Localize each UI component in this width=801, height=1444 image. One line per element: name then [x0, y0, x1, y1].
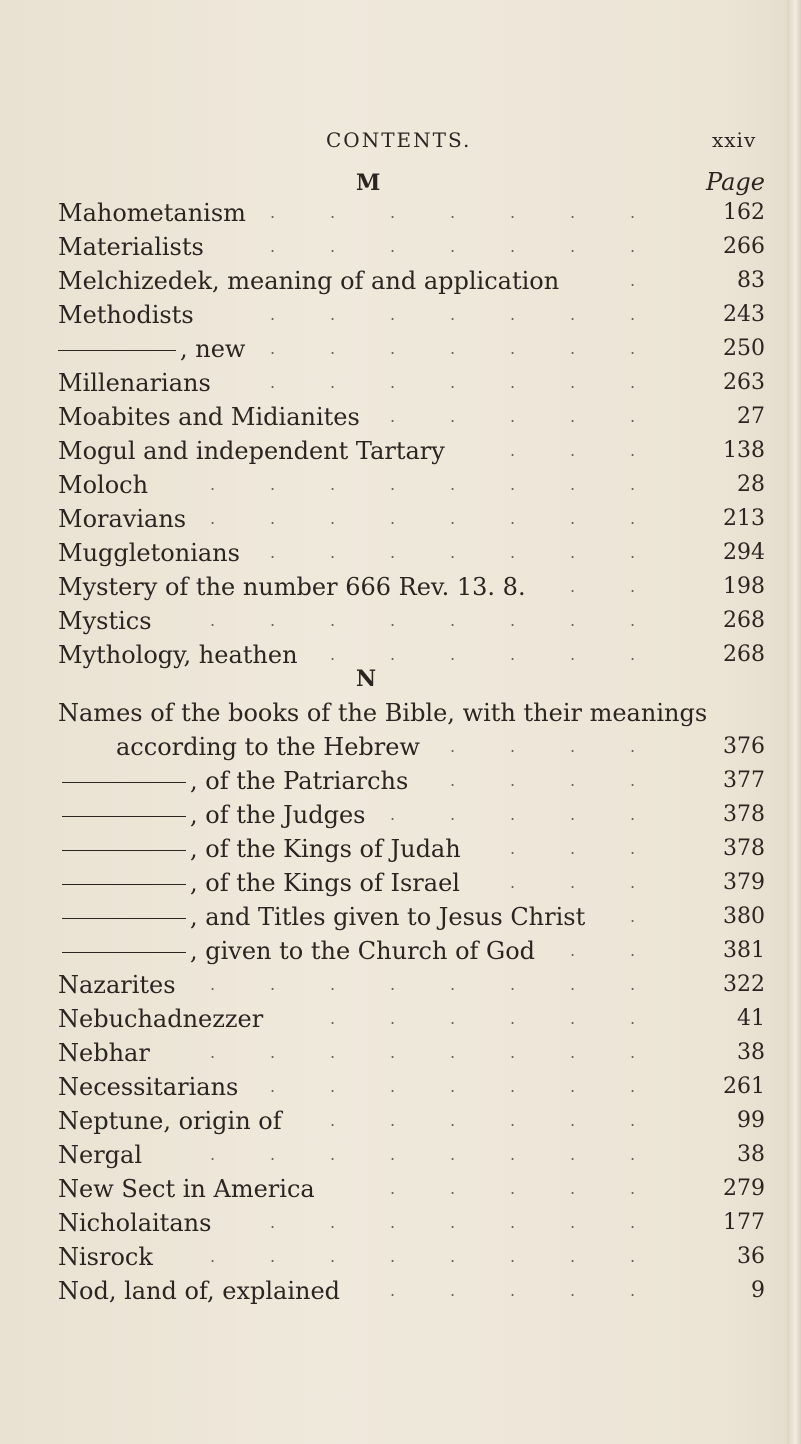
leader-dot: . [450, 737, 456, 756]
index-entry [0, 196, 801, 230]
entry-label: , of the Kings of Judah [190, 835, 461, 863]
index-entry [0, 934, 801, 968]
leader-dot: . [390, 1009, 396, 1028]
leader-dot: . [270, 543, 276, 562]
section-letter-m: M [356, 170, 381, 196]
index-entry [0, 968, 801, 1002]
leader-dot: . [270, 373, 276, 392]
leader-dot: . [510, 373, 516, 392]
entry-page-number: 213 [723, 506, 765, 531]
leader-dot: . [270, 475, 276, 494]
leader-dot: . [630, 907, 636, 926]
leader-dot: . [450, 509, 456, 528]
leader-dot: . [450, 1247, 456, 1266]
entry-page-number: 294 [723, 540, 765, 565]
leader-dot: . [630, 771, 636, 790]
entry-label: Nicholaitans [58, 1209, 212, 1237]
index-entry [0, 1240, 801, 1274]
ditto-rule [58, 350, 176, 351]
ditto-rule [62, 884, 186, 885]
leader-dot: . [450, 373, 456, 392]
leader-dot: . [270, 203, 276, 222]
leader-dot: . [510, 1145, 516, 1164]
leader-dot: . [510, 509, 516, 528]
leader-dot: . [510, 1247, 516, 1266]
leader-dot: . [270, 1145, 276, 1164]
leader-dot: . [270, 611, 276, 630]
entry-label: Nisrock [58, 1243, 153, 1271]
entry-label: Neptune, origin of [58, 1107, 282, 1135]
leader-dot: . [570, 543, 576, 562]
leader-dot: . [270, 339, 276, 358]
running-title: CONTENTS. [326, 128, 472, 152]
entry-label: , of the Judges [190, 801, 366, 829]
entry-page-number: 378 [723, 802, 765, 827]
leader-dot: . [570, 873, 576, 892]
entry-page-number: 279 [723, 1176, 765, 1201]
leader-dot: . [390, 203, 396, 222]
leader-dot: . [570, 441, 576, 460]
leader-dot: . [390, 1111, 396, 1130]
index-entry [0, 1138, 801, 1172]
entry-page-number: 381 [723, 938, 765, 963]
ditto-rule [62, 850, 186, 851]
leader-dot: . [630, 509, 636, 528]
leader-dot: . [330, 203, 336, 222]
index-entry [0, 1070, 801, 1104]
index-entry [0, 400, 801, 434]
leader-dot: . [510, 1009, 516, 1028]
index-entry [0, 230, 801, 264]
leader-dot: . [570, 805, 576, 824]
leader-dot: . [450, 1043, 456, 1062]
entry-page-number: 266 [723, 234, 765, 259]
leader-dot: . [570, 1043, 576, 1062]
entry-label: Melchizedek, meaning of and application [58, 267, 560, 295]
leader-dot: . [330, 1111, 336, 1130]
leader-dot: . [330, 543, 336, 562]
leader-dot: . [390, 407, 396, 426]
index-entry [0, 570, 801, 604]
index-entry [0, 1036, 801, 1070]
section-letter-n: N [356, 666, 377, 692]
entry-page-number: 27 [737, 404, 765, 429]
entry-page-number: 9 [751, 1278, 765, 1303]
leader-dot: . [630, 1179, 636, 1198]
entry-page-number: 198 [723, 574, 765, 599]
entry-page-number: 38 [737, 1142, 765, 1167]
leader-dot: . [510, 203, 516, 222]
page-header [0, 128, 801, 156]
index-entry [0, 1172, 801, 1206]
index-entry [0, 1104, 801, 1138]
leader-dot: . [390, 975, 396, 994]
entry-page-number: 268 [723, 642, 765, 667]
entry-label: Muggletonians [58, 539, 240, 567]
entry-page-number: 99 [737, 1108, 765, 1133]
leader-dot: . [390, 1247, 396, 1266]
ditto-rule [62, 918, 186, 919]
leader-dot: . [630, 737, 636, 756]
entry-label: Mogul and independent Tartary [58, 437, 445, 465]
entry-page-number: 177 [723, 1210, 765, 1235]
leader-dot: . [570, 305, 576, 324]
leader-dot: . [390, 1281, 396, 1300]
leader-dot: . [570, 1077, 576, 1096]
leader-dot: . [630, 975, 636, 994]
leader-dot: . [570, 237, 576, 256]
leader-dot: . [270, 1247, 276, 1266]
leader-dot: . [510, 1077, 516, 1096]
entry-label: Millenarians [58, 369, 211, 397]
entry-label: Moravians [58, 505, 187, 533]
index-entry [0, 764, 801, 798]
leader-dot: . [210, 509, 216, 528]
leader-dot: . [570, 611, 576, 630]
leader-dot: . [570, 475, 576, 494]
leader-dot: . [210, 1145, 216, 1164]
leader-dot: . [630, 577, 636, 596]
leader-dot: . [330, 611, 336, 630]
leader-dot: . [270, 1077, 276, 1096]
leader-dot: . [570, 1247, 576, 1266]
leader-dot: . [570, 1179, 576, 1198]
ditto-rule [62, 816, 186, 817]
entry-page-number: 28 [737, 472, 765, 497]
leader-dot: . [570, 1111, 576, 1130]
leader-dot: . [510, 873, 516, 892]
leader-dot: . [570, 407, 576, 426]
index-entry [0, 730, 801, 764]
leader-dot: . [630, 339, 636, 358]
leader-dot: . [390, 509, 396, 528]
leader-dot: . [510, 475, 516, 494]
leader-dot: . [450, 1179, 456, 1198]
index-entry [0, 900, 801, 934]
leader-dot: . [330, 1043, 336, 1062]
index-entry [0, 1002, 801, 1036]
leader-dot: . [630, 373, 636, 392]
leader-dot: . [210, 611, 216, 630]
leader-dot: . [630, 805, 636, 824]
leader-dot: . [450, 805, 456, 824]
leader-dot: . [450, 203, 456, 222]
leader-dot: . [330, 339, 336, 358]
leader-dot: . [510, 771, 516, 790]
entry-page-number: 268 [723, 608, 765, 633]
entry-page-number: 38 [737, 1040, 765, 1065]
leader-dot: . [330, 475, 336, 494]
leader-dot: . [630, 1281, 636, 1300]
leader-dot: . [630, 941, 636, 960]
leader-dot: . [330, 237, 336, 256]
leader-dot: . [270, 975, 276, 994]
entry-label: New Sect in America [58, 1175, 315, 1203]
index-entry [0, 638, 801, 672]
leader-dot: . [630, 1247, 636, 1266]
leader-dot: . [450, 611, 456, 630]
leader-dot: . [570, 373, 576, 392]
leader-dot: . [450, 975, 456, 994]
leader-dot: . [390, 805, 396, 824]
entry-label: Nod, land of, explained [58, 1277, 341, 1305]
leader-dot: . [630, 611, 636, 630]
leader-dot: . [510, 645, 516, 664]
entry-label: Nazarites [58, 971, 176, 999]
leader-dot: . [330, 509, 336, 528]
leader-dot: . [510, 441, 516, 460]
entry-label: , of the Patriarchs [190, 767, 409, 795]
leader-dot: . [570, 339, 576, 358]
entry-page-number: 261 [723, 1074, 765, 1099]
leader-dot: . [510, 237, 516, 256]
leader-dot: . [630, 543, 636, 562]
entry-label: , and Titles given to Jesus Christ [190, 903, 586, 931]
leader-dot: . [510, 975, 516, 994]
leader-dot: . [330, 373, 336, 392]
leader-dot: . [630, 645, 636, 664]
leader-dot: . [450, 475, 456, 494]
leader-dot: . [510, 737, 516, 756]
leader-dot: . [630, 1213, 636, 1232]
leader-dot: . [210, 1247, 216, 1266]
leader-dot: . [510, 1179, 516, 1198]
entry-page-number: 263 [723, 370, 765, 395]
entry-label: Nebhar [58, 1039, 150, 1067]
leader-dot: . [390, 1213, 396, 1232]
index-entry [0, 264, 801, 298]
leader-dot: . [450, 1145, 456, 1164]
entry-label: Moabites and Midianites [58, 403, 360, 431]
leader-dot: . [330, 1009, 336, 1028]
leader-dot: . [450, 1281, 456, 1300]
leader-dot: . [450, 1009, 456, 1028]
leader-dot: . [450, 237, 456, 256]
leader-dot: . [570, 1145, 576, 1164]
index-entry [0, 434, 801, 468]
index-entry [0, 332, 801, 366]
leader-dot: . [570, 975, 576, 994]
leader-dot: . [450, 1213, 456, 1232]
leader-dot: . [510, 839, 516, 858]
leader-dot: . [450, 305, 456, 324]
index-entry [0, 298, 801, 332]
leader-dot: . [390, 645, 396, 664]
section-heading-n [0, 696, 801, 730]
leader-dot: . [630, 203, 636, 222]
leader-dot: . [510, 339, 516, 358]
leader-dot: . [390, 373, 396, 392]
entry-label: Nebuchadnezzer [58, 1005, 264, 1033]
index-entry [0, 536, 801, 570]
leader-dot: . [390, 1179, 396, 1198]
leader-dot: . [330, 975, 336, 994]
index-entry [0, 866, 801, 900]
leader-dot: . [330, 1145, 336, 1164]
leader-dot: . [510, 305, 516, 324]
page-column-label: Page [706, 168, 765, 196]
entry-label: , new [180, 335, 246, 363]
leader-dot: . [570, 509, 576, 528]
leader-dot: . [510, 805, 516, 824]
index-entry [0, 1274, 801, 1308]
entry-label: Materialists [58, 233, 204, 261]
leader-dot: . [630, 407, 636, 426]
index-entry [0, 502, 801, 536]
ditto-rule [62, 952, 186, 953]
leader-dot: . [390, 611, 396, 630]
leader-dot: . [270, 1043, 276, 1062]
entry-page-number: 138 [723, 438, 765, 463]
leader-dot: . [630, 1111, 636, 1130]
leader-dot: . [630, 441, 636, 460]
leader-dot: . [510, 1111, 516, 1130]
leader-dot: . [630, 873, 636, 892]
leader-dot: . [510, 1043, 516, 1062]
leader-dot: . [510, 611, 516, 630]
leader-dot: . [270, 509, 276, 528]
index-entry [0, 604, 801, 638]
leader-dot: . [450, 543, 456, 562]
leader-dot: . [570, 645, 576, 664]
leader-dot: . [510, 1281, 516, 1300]
leader-dot: . [630, 1043, 636, 1062]
leader-dot: . [630, 237, 636, 256]
leader-dot: . [450, 771, 456, 790]
entry-page-number: 380 [723, 904, 765, 929]
leader-dot: . [270, 237, 276, 256]
entry-label: , of the Kings of Israel [190, 869, 460, 897]
leader-dot: . [450, 407, 456, 426]
leader-dot: . [210, 975, 216, 994]
leader-dot: . [450, 1111, 456, 1130]
leader-dot: . [390, 237, 396, 256]
entry-page-number: 162 [723, 200, 765, 225]
entry-label: Methodists [58, 301, 194, 329]
leader-dot: . [210, 1043, 216, 1062]
section-heading-text: Names of the books of the Bible, with their meanings [58, 699, 708, 727]
leader-dot: . [630, 1145, 636, 1164]
leader-dot: . [450, 645, 456, 664]
entry-label: Mystery of the number 666 Rev. 13. 8. [58, 573, 526, 601]
entry-page-number: 243 [723, 302, 765, 327]
entry-label: Mystics [58, 607, 152, 635]
leader-dot: . [570, 1281, 576, 1300]
entry-page-number: 36 [737, 1244, 765, 1269]
leader-dot: . [570, 839, 576, 858]
leader-dot: . [390, 1077, 396, 1096]
leader-dot: . [510, 543, 516, 562]
ditto-rule [62, 782, 186, 783]
index-entry [0, 366, 801, 400]
leader-dot: . [570, 737, 576, 756]
leader-dot: . [330, 645, 336, 664]
entry-label: Mahometanism [58, 199, 246, 227]
entry-label: Moloch [58, 471, 149, 499]
entry-page-number: 376 [723, 734, 765, 759]
index-entry [0, 468, 801, 502]
entry-label: , given to the Church of God [190, 937, 536, 965]
leader-dot: . [330, 305, 336, 324]
leader-dot: . [390, 543, 396, 562]
leader-dot: . [570, 1009, 576, 1028]
leader-dot: . [630, 1077, 636, 1096]
leader-dot: . [330, 1077, 336, 1096]
leader-dot: . [450, 1077, 456, 1096]
entry-label: Nergal [58, 1141, 143, 1169]
entry-page-number: 379 [723, 870, 765, 895]
leader-dot: . [570, 203, 576, 222]
leader-dot: . [210, 475, 216, 494]
index-entry [0, 1206, 801, 1240]
leader-dot: . [390, 475, 396, 494]
leader-dot: . [630, 1009, 636, 1028]
leader-dot: . [510, 1213, 516, 1232]
entry-page-number: 41 [737, 1006, 765, 1031]
leader-dot: . [270, 305, 276, 324]
entry-label: Necessitarians [58, 1073, 239, 1101]
leader-dot: . [630, 475, 636, 494]
entry-label: according to the Hebrew [116, 733, 420, 761]
entry-page-number: 378 [723, 836, 765, 861]
index-entry [0, 798, 801, 832]
leader-dot: . [630, 305, 636, 324]
leader-dot: . [570, 771, 576, 790]
leader-dot: . [570, 941, 576, 960]
leader-dot: . [630, 271, 636, 290]
leader-dot: . [510, 407, 516, 426]
leader-dot: . [570, 1213, 576, 1232]
entry-page-number: 322 [723, 972, 765, 997]
leader-dot: . [390, 339, 396, 358]
leader-dot: . [270, 1213, 276, 1232]
entry-page-number: 377 [723, 768, 765, 793]
entry-page-number: 83 [737, 268, 765, 293]
leader-dot: . [570, 577, 576, 596]
leader-dot: . [390, 1043, 396, 1062]
leader-dot: . [630, 839, 636, 858]
folio-number: xxiv [712, 128, 757, 152]
leader-dot: . [330, 1247, 336, 1266]
index-entry [0, 832, 801, 866]
entry-label: Mythology, heathen [58, 641, 298, 669]
leader-dot: . [390, 305, 396, 324]
entry-page-number: 250 [723, 336, 765, 361]
leader-dot: . [390, 1145, 396, 1164]
leader-dot: . [330, 1213, 336, 1232]
leader-dot: . [450, 339, 456, 358]
